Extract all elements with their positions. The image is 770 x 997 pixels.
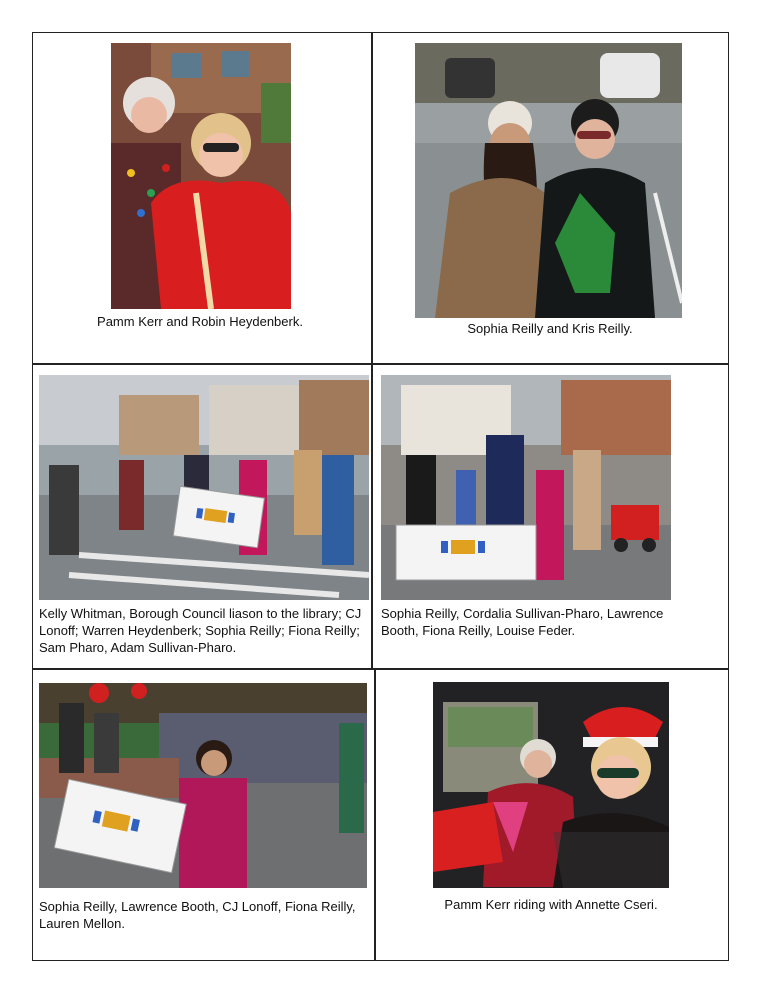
photo-pamm-robin: [111, 43, 291, 309]
grid-divider-vertical-bottom: [374, 668, 376, 960]
caption-panel-6: Pamm Kerr riding with Annette Cseri.: [444, 897, 658, 912]
photo-sophia-kris: [415, 43, 682, 318]
grid-divider-row1: [33, 363, 728, 365]
caption-panel-2: Sophia Reilly and Kris Reilly.: [467, 321, 633, 336]
caption-panel-5: Sophia Reilly, Lawrence Booth, CJ Lonoff, Fiona Reilly, Lauren Mellon.: [39, 899, 356, 931]
grid-divider-vertical: [371, 33, 373, 668]
caption-panel-4: Sophia Reilly, Cordalia Sullivan-Pharo, Lawrence Booth, Fiona Reilly, Louise Feder.: [381, 606, 664, 638]
photo-girl-with-banner: [39, 683, 367, 888]
caption-panel-3: Kelly Whitman, Borough Council liason to the library; CJ Lonoff; Warren Heydenberk; Sophia Reilly; Fiona Reilly; Sam Pharo, Adam Sullivan-Pharo.: [39, 606, 362, 655]
photo-parade-banner: [39, 375, 369, 600]
photo-pamm-annette-car: [433, 682, 669, 888]
photo-parade-group-wagon: [381, 375, 671, 600]
caption-panel-1: Pamm Kerr and Robin Heydenberk.: [97, 314, 303, 329]
grid-divider-row2: [33, 668, 728, 670]
